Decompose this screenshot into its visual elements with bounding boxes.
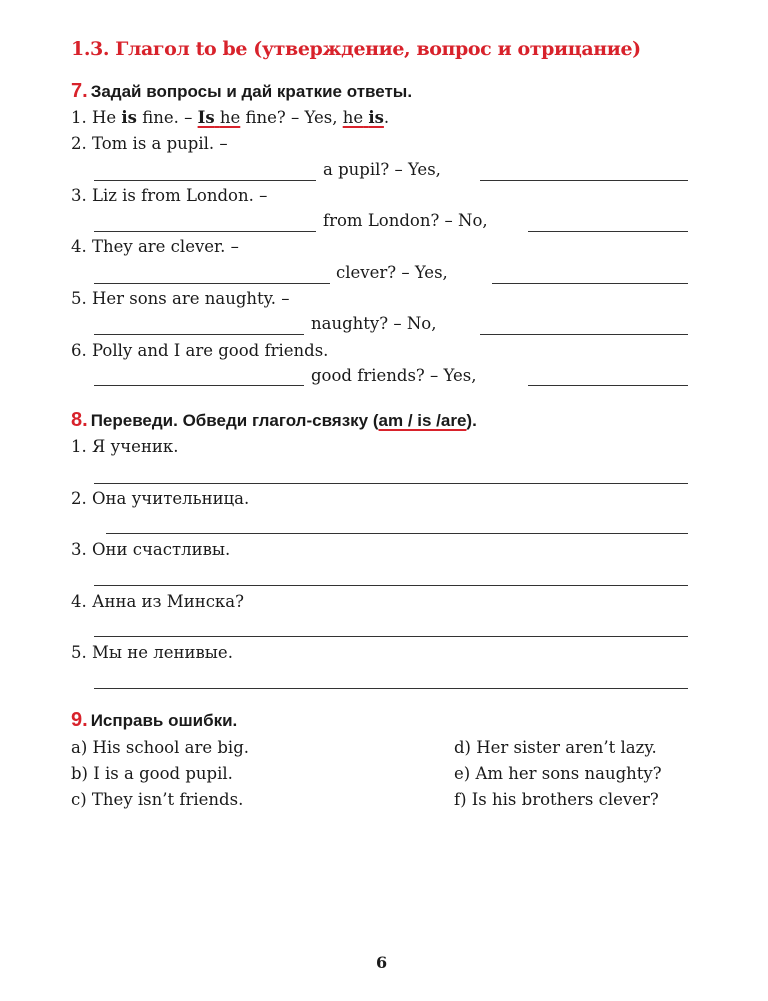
translate-sentence: 1. Я ученик. (71, 437, 179, 456)
task-7-item-middle: good friends? – Yes, (311, 366, 477, 385)
example-bold: is (368, 108, 384, 127)
page-number: 6 (376, 953, 388, 972)
translation-line[interactable] (106, 533, 688, 534)
answer-blank[interactable] (528, 231, 688, 232)
task-7-instruction: Задай вопросы и дай краткие ответы. (90, 82, 413, 101)
example-number: 1. (71, 108, 87, 127)
answer-blank[interactable] (492, 283, 688, 284)
section-title: 1.3. Глагол to be (утверждение, вопрос и отрицание) (71, 38, 641, 60)
translate-sentence: 2. Она учительница. (71, 489, 250, 508)
example-text: he (342, 108, 364, 127)
task-7-number: 7. (71, 80, 88, 102)
task-8-heading (71, 409, 477, 432)
error-sentence: f) Is his brothers clever? (454, 790, 659, 809)
question-blank[interactable] (94, 180, 316, 181)
translate-sentence: 4. Анна из Минска? (71, 592, 244, 611)
question-blank[interactable] (94, 283, 330, 284)
error-sentence: e) Am her sons naughty? (454, 764, 662, 783)
question-blank[interactable] (94, 334, 304, 335)
translate-sentence: 5. Мы не ленивые. (71, 643, 233, 662)
translation-line[interactable] (94, 483, 688, 484)
task-7-item-statement: 6. Polly and I are good friends. (71, 341, 329, 360)
task-8-instruction: Переведи. Обведи глагол-связку ( (90, 411, 379, 430)
task-8-instruction-end: ). (466, 411, 477, 430)
example-answer (198, 108, 241, 127)
translation-line[interactable] (94, 585, 688, 586)
error-sentence: d) Her sister aren’t lazy. (454, 738, 657, 757)
question-blank[interactable] (94, 385, 304, 386)
task-7-item-middle: naughty? – No, (311, 314, 437, 333)
example-text: fine? – Yes, (240, 108, 343, 127)
example-bold: is (121, 108, 137, 127)
task-7-item-middle: a pupil? – Yes, (323, 160, 441, 179)
task-8-number: 8. (71, 409, 88, 431)
task-9-number: 9. (71, 709, 88, 731)
example-text: . (383, 108, 390, 127)
translation-line[interactable] (94, 688, 688, 689)
answer-blank[interactable] (480, 180, 688, 181)
answer-blank[interactable] (480, 334, 688, 335)
translation-line[interactable] (94, 636, 688, 637)
error-sentence: c) They isn’t friends. (71, 790, 244, 809)
example-text: He (92, 108, 122, 127)
task-9-instruction: Исправь ошибки. (90, 711, 238, 730)
task-9-heading (71, 709, 237, 732)
translate-sentence: 3. Они счастливы. (71, 540, 231, 559)
example-short-answer (343, 108, 384, 127)
task-7-item-middle: clever? – Yes, (336, 263, 448, 282)
task-7-item-statement: 5. Her sons are naughty. – (71, 289, 290, 308)
task-7-item-statement: 2. Tom is a pupil. – (71, 134, 228, 153)
linking-verbs: am / is /are (378, 411, 467, 430)
task-7-example (71, 108, 389, 127)
example-text: he (219, 108, 241, 127)
task-7-item-statement: 3. Liz is from London. – (71, 186, 268, 205)
question-blank[interactable] (94, 231, 316, 232)
task-7-item-middle: from London? – No, (323, 211, 488, 230)
task-7-item-statement: 4. They are clever. – (71, 237, 239, 256)
error-sentence: b) I is a good pupil. (71, 764, 233, 783)
task-7-heading (71, 80, 412, 103)
example-text: fine. – (136, 108, 198, 127)
error-sentence: a) His school are big. (71, 738, 250, 757)
answer-blank[interactable] (528, 385, 688, 386)
example-bold: Is (197, 108, 215, 127)
